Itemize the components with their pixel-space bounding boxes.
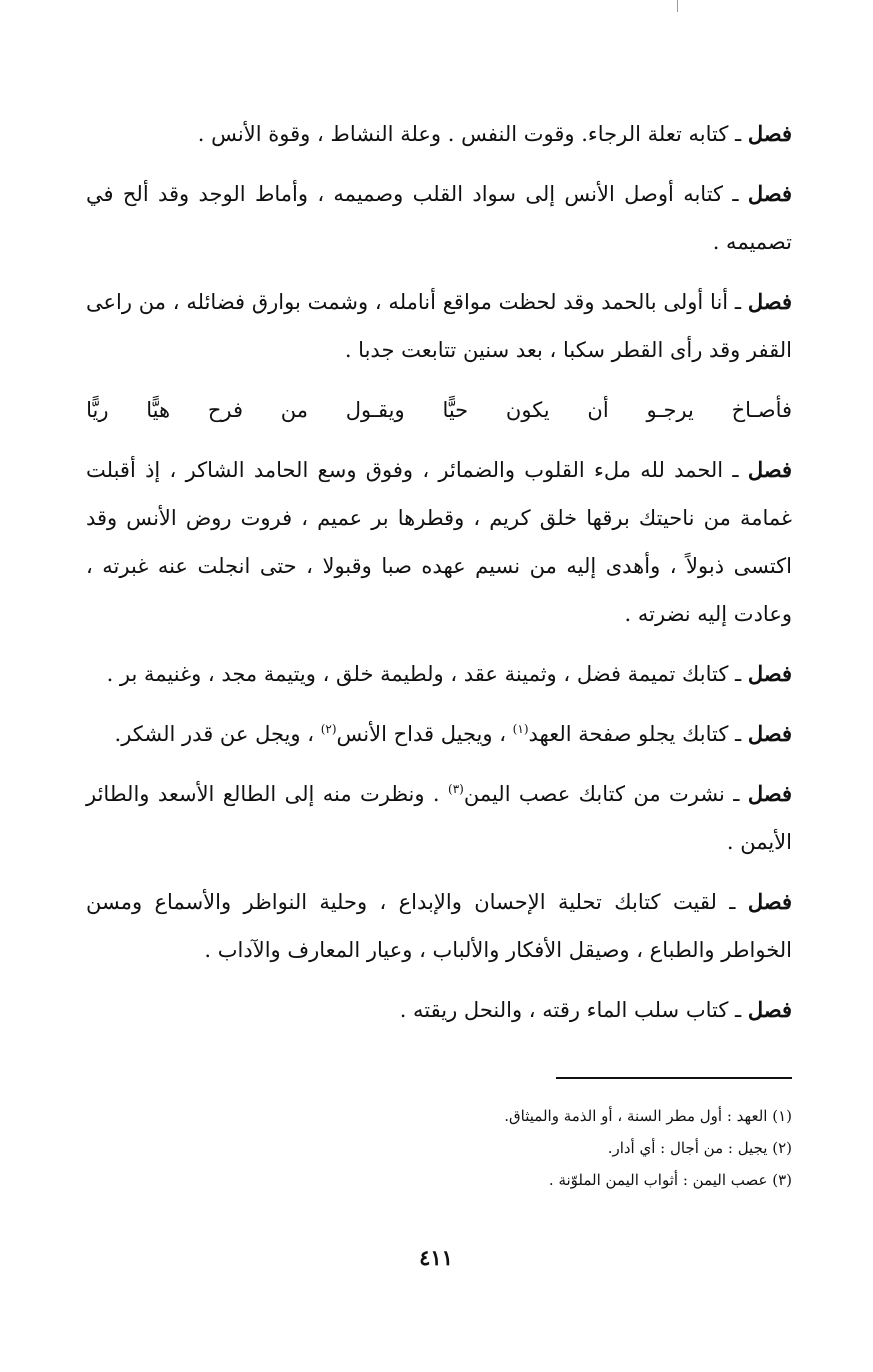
paragraph-5: فصل ـ كتابك تميمة فضل ، وثمينة عقد ، ولطيمة خلق ، ويتيمة مجد ، وغنيمة بر . [106, 661, 792, 686]
verse-word: ريًّا [86, 398, 109, 422]
verse-word: من [280, 398, 309, 422]
verse-word: يرجـو [646, 398, 694, 422]
verse-word: أن [587, 398, 609, 422]
paragraph-3: فصل ـ أنا أولى بالحمد وقد لحظت مواقع أنامله ، وشمت بوارق فضائله ، من راعى القفر وقد رأى القطر سكبا ، بعد سنين تتابعت جدبا . [86, 289, 792, 362]
paragraph-6: فصل ـ كتابك يجلو صفحة العهد$^{(١)}$ ، ويجيل قداح الأنس$^{(٢)}$ ، ويجل عن قدر الشكر. [114, 721, 792, 746]
verse-word: يكون [505, 398, 550, 422]
footnote-ref-2[interactable]: (٢) [320, 722, 337, 736]
page-number: ٤١١ [419, 1245, 453, 1270]
footnote-divider [556, 1077, 792, 1079]
verse-line [86, 386, 792, 434]
verse-word: فأصـاخ [731, 398, 792, 422]
verse-word: فرح [207, 398, 244, 422]
paragraph-9: فصل ـ كتاب سلب الماء رقته ، والنحل ريقته . [399, 997, 792, 1022]
scan-mark [677, 0, 678, 12]
paragraph-7: فصل ـ نشرت من كتابك عصب اليمن$^{(٣)}$ . ونظرت منه إلى الطالع الأسعد والطائر الأيمن . [86, 781, 792, 854]
verse-word: حيًّا [442, 398, 469, 422]
verse-word: ويقـول [345, 398, 405, 422]
footnote-ref-1[interactable]: (١) [512, 722, 529, 736]
verse-word: هيًّا [146, 398, 171, 422]
paragraph-8: فصل ـ لقيت كتابك تحلية الإحسان والإبداع ، وحلية النواظر والأسماع ومسن الخواطر والطباع ، وصيقل الأفكار والألباب ، وعيار المعارف والآداب . [86, 889, 792, 962]
paragraph-1: فصل ـ كتابه تعلة الرجاء. وقوت النفس . وعلة النشاط ، وقوة الأنس . [197, 121, 792, 146]
paragraph-4: فصل ـ الحمد لله ملء القلوب والضمائر ، وفوق وسع الحامد الشاكر ، إذ أقبلت غمامة من ناحيتك برقها خلق كريم ، وقطرها بر عميم ، فروت روض الأنس وقد اكتسى ذبولاً ، وأهدى إليه من نسيم عهده صبا وقبولا ، حتى انجلت عنه غبرته ، وعادت إليه نضرته . [86, 457, 792, 626]
footnote-2: (٢) يجيل : من أجال : أي أدار. [607, 1139, 792, 1157]
footnote-1: (١) العهد : أول مطر السنة ، أو الذمة والميثاق. [504, 1107, 792, 1125]
footnotes [300, 1100, 792, 1196]
footnote-ref-3[interactable]: (٣) [448, 782, 464, 796]
footnote-3: (٣) عصب اليمن : أثواب اليمن الملوّنة . [548, 1171, 792, 1189]
paragraph-2: فصل ـ كتابه أوصل الأنس إلى سواد القلب وصميمه ، وأماط الوجد وقد ألح في تصميمه . [86, 181, 792, 254]
main-text [86, 110, 792, 1046]
